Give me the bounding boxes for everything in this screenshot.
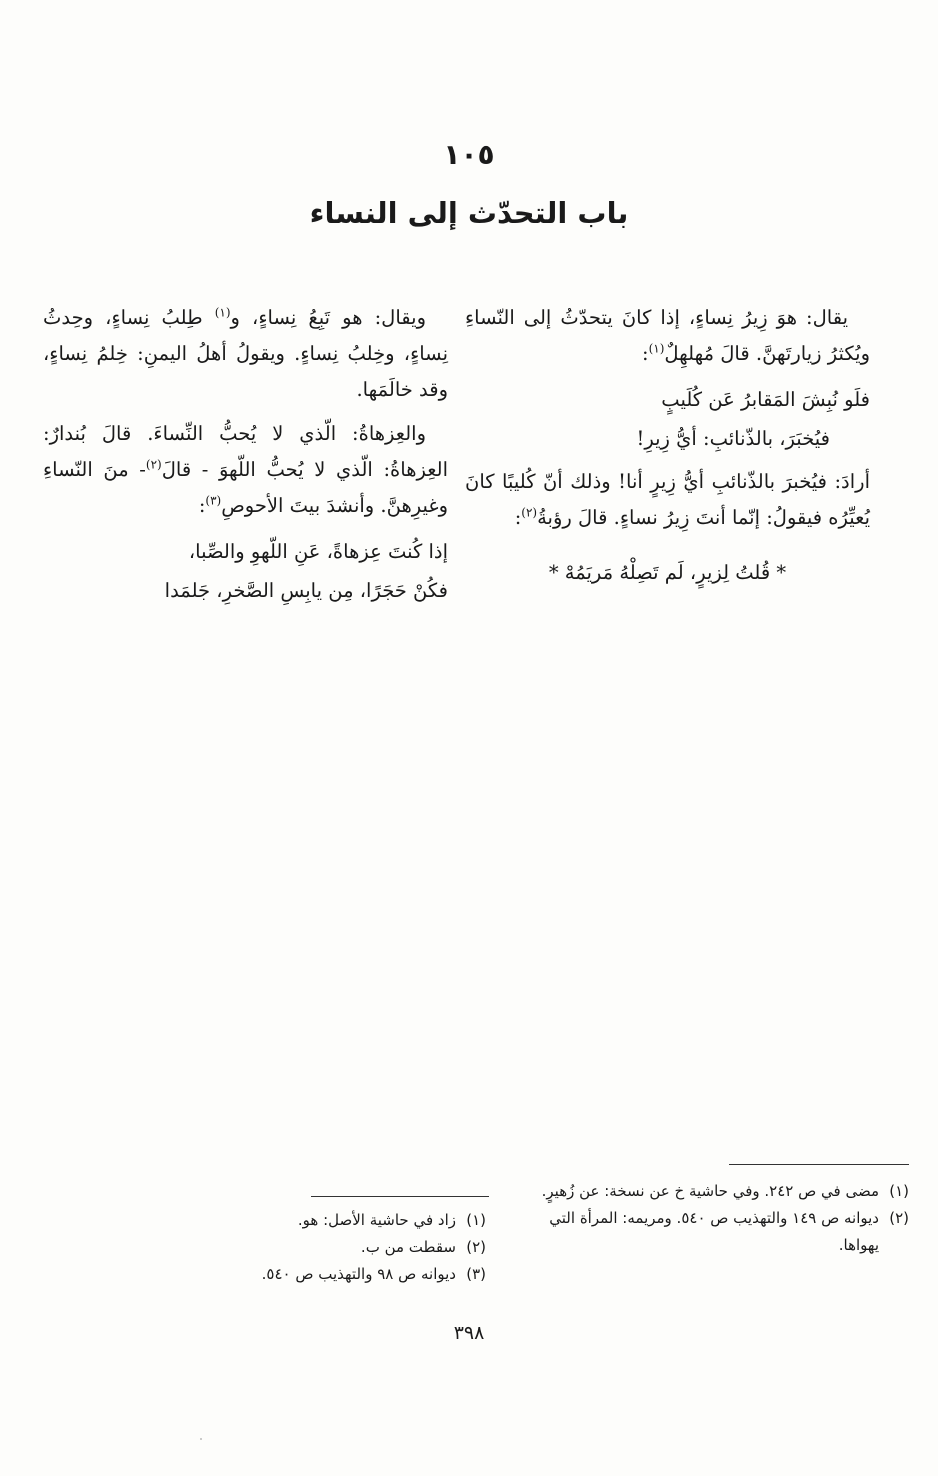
right-p2-end: : <box>514 506 522 529</box>
footnote-ref[interactable]: (٢) <box>145 457 162 472</box>
right-paragraph-2 <box>465 464 870 536</box>
left-p1-text-b: طِلبُ نِساءٍ، وحِدثُ نِساءٍ، وخِلبُ نِساءٍ. ويقولُ أهلُ اليمنِ: خِلمُ نِساءٍ، وقد خالَمَها. <box>43 306 448 401</box>
chapter-title: باب التحدّث إلى النساء <box>309 196 629 230</box>
footnote-text: ديوانه ص ٩٨ والتهذيب ص ٥٤٠. <box>261 1265 456 1283</box>
footnote-item <box>186 1261 486 1288</box>
right-p1-text: يقال: هوَ زِيرُ نِساءٍ، إذا كانَ يتحدّثُ إلى النّساءِ ويُكثرُ زيارتَهنَّ. قالَ مُهلهِلٌ <box>465 306 870 365</box>
left-p2-text-a: والعِزهاةُ: الّذي لا يُحبُّ النِّساءَ. قالَ بُندارٌ: العِزهاةُ: الّذي لا يُحبُّ اللّهوَ - قالَ <box>43 422 448 481</box>
scan-speck <box>200 1438 202 1440</box>
footnote-divider <box>311 1196 489 1197</box>
verse-block-1 <box>465 380 870 458</box>
left-p1-text-a: ويقال: هو تَبِعُ نِساءٍ، و <box>230 306 426 329</box>
right-p1-end: : <box>642 342 649 365</box>
footnote-item <box>186 1207 486 1234</box>
verse-line: فيُخبَرَ، بالذّنائبِ: أيُّ زِيرِ! <box>636 427 830 450</box>
left-column <box>43 300 448 616</box>
footnotes-left <box>186 1207 486 1288</box>
right-column <box>465 300 870 592</box>
footnote-ref[interactable]: (٣) <box>205 493 222 508</box>
chapter-number: ١٠٥ <box>443 138 495 171</box>
verse-block-2 <box>43 532 448 610</box>
footnote-number: (٢) <box>466 1238 486 1256</box>
footnote-text: ديوانه ص ١٤٩ والتهذيب ص ٥٤٠. ومريمه: المرأة التي يهواها. <box>549 1209 879 1254</box>
verse-line: فكُنْ حَجَرًا، مِن يابِسِ الصَّخرِ، جَلمَدا <box>164 579 448 602</box>
footnote-divider <box>729 1164 909 1165</box>
left-paragraph-2 <box>43 416 448 524</box>
left-p2-end: : <box>198 494 206 517</box>
verse-line-centered: * قُلتُ لِزيرٍ، لَم تَصِلْهُ مَريَمُهْ * <box>548 561 787 584</box>
verse-line: فلَو نُبِشَ المَقابرُ عَن كُلَيبٍ <box>661 388 870 411</box>
left-p2-text-b: - منَ النّساءِ وغيرِهنَّ. وأنشدَ بيتَ الأحوصِ <box>43 458 448 517</box>
footnote-number: (١) <box>466 1211 486 1229</box>
footnote-item <box>519 1205 909 1259</box>
footnote-ref[interactable]: (١) <box>214 305 231 320</box>
footnote-item <box>519 1178 909 1205</box>
footnote-number: (٣) <box>466 1265 486 1283</box>
footnote-number: (٢) <box>889 1209 909 1227</box>
footnote-text: سقطت من ب. <box>360 1238 456 1256</box>
footnotes-right <box>519 1178 909 1259</box>
footnote-ref[interactable]: (١) <box>648 341 665 356</box>
verse-line: إذا كُنتَ عِزهاةً، عَنِ اللّهوِ والصِّبا، <box>188 540 448 563</box>
right-paragraph-1 <box>465 300 870 372</box>
right-p2-text: أرادَ: فيُخبرَ بالذّنائبِ أيُّ زِيرٍ أنا! وذلك أنّ كُليبًا كانَ يُعيِّرُه فيقولُ: إنّما أنتَ زِيرُ نساءٍ. قالَ رؤبةُ <box>465 470 870 529</box>
footnote-item <box>186 1234 486 1261</box>
footnote-text: زاد في حاشية الأصل: هو. <box>297 1211 456 1229</box>
footnote-number: (١) <box>889 1182 909 1200</box>
footnote-ref[interactable]: (٢) <box>521 505 538 520</box>
page-number: ٣٩٨ <box>453 1322 485 1344</box>
footnote-text: مضى في ص ٢٤٢. وفي حاشية خ عن نسخة: عن زُهيرٍ. <box>541 1182 879 1200</box>
left-paragraph-1 <box>43 300 448 408</box>
